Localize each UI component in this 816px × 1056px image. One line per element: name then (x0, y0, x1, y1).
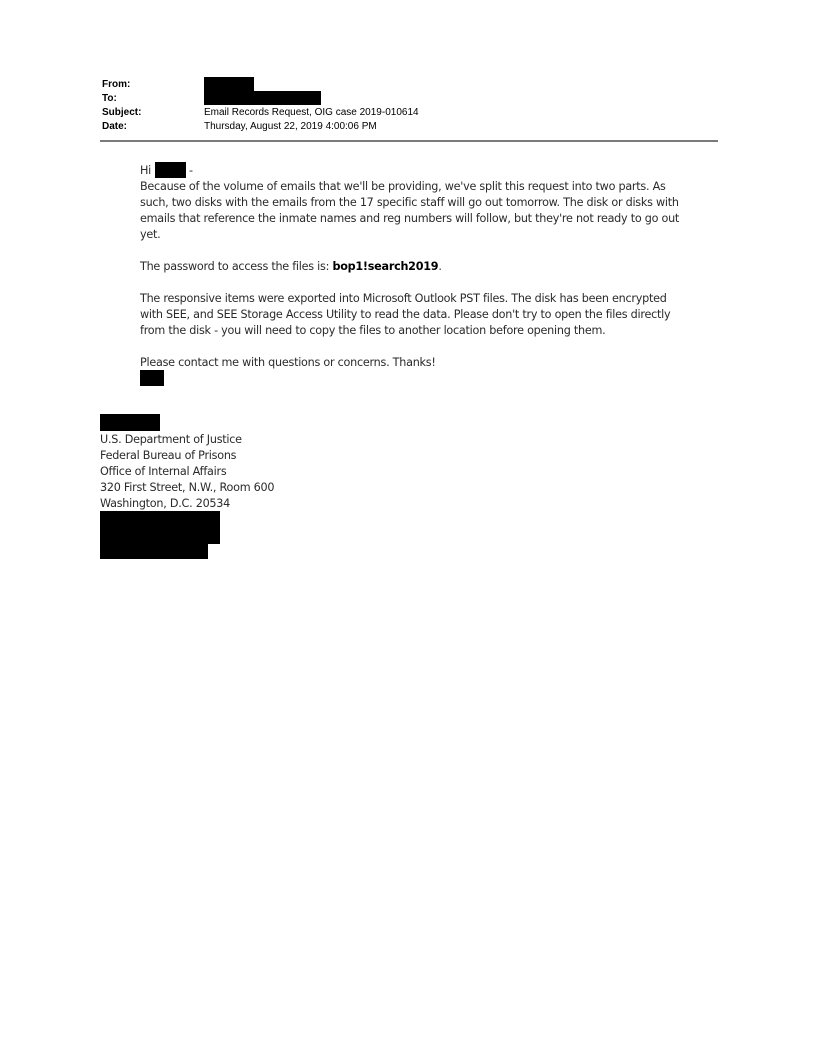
greeting-word: Hi (140, 164, 152, 177)
to-label: To: (102, 93, 117, 104)
signature-department: U.S. Department of Justice (100, 433, 242, 446)
redacted-signature-name (100, 414, 160, 431)
redacted-sender (204, 77, 254, 91)
from-label: From: (102, 79, 131, 90)
paragraph-export-details: The responsive items were exported into Microsoft Outlook PST files. The disk has been encrypted with SEE, and SEE Storage Access Utility to read the data. Please don't try to open the files directly from the disk - you will need to copy the files to another location before opening them. (140, 292, 671, 337)
greeting-dash: - (189, 164, 193, 177)
signature-city: Washington, D.C. 20534 (100, 497, 231, 510)
redacted-recipient-name (155, 162, 186, 178)
date-value: Thursday, August 22, 2019 4:00:06 PM (204, 121, 377, 132)
redacted-contact-info (100, 511, 220, 544)
redacted-recipient (204, 91, 321, 105)
header-divider (100, 140, 718, 142)
signature-office: Office of Internal Affairs (100, 465, 227, 478)
redacted-contact-info-2 (100, 543, 208, 559)
redacted-sender-name (140, 370, 164, 386)
password-prefix: The password to access the files is: (140, 260, 333, 273)
signature-street: 320 First Street, N.W., Room 600 (100, 481, 275, 494)
closing-line: Please contact me with questions or concerns. Thanks! (140, 356, 436, 369)
subject-value: Email Records Request, OIG case 2019-010614 (204, 107, 419, 118)
password-line (140, 259, 680, 275)
subject-label: Subject: (102, 107, 142, 118)
signature-bureau: Federal Bureau of Prisons (100, 449, 237, 462)
paragraph-volume-notice: Because of the volume of emails that we'll be providing, we've split this request into two parts. As such, two disks with the emails from the 17 specific staff will go out tomorrow. The disk or disks with emails that reference the inmate names and reg numbers will follow, but they're not ready to go out yet. (140, 180, 680, 241)
password-value: bop1!search2019 (332, 260, 439, 273)
password-suffix: . (438, 260, 442, 273)
date-label: Date: (102, 121, 128, 132)
